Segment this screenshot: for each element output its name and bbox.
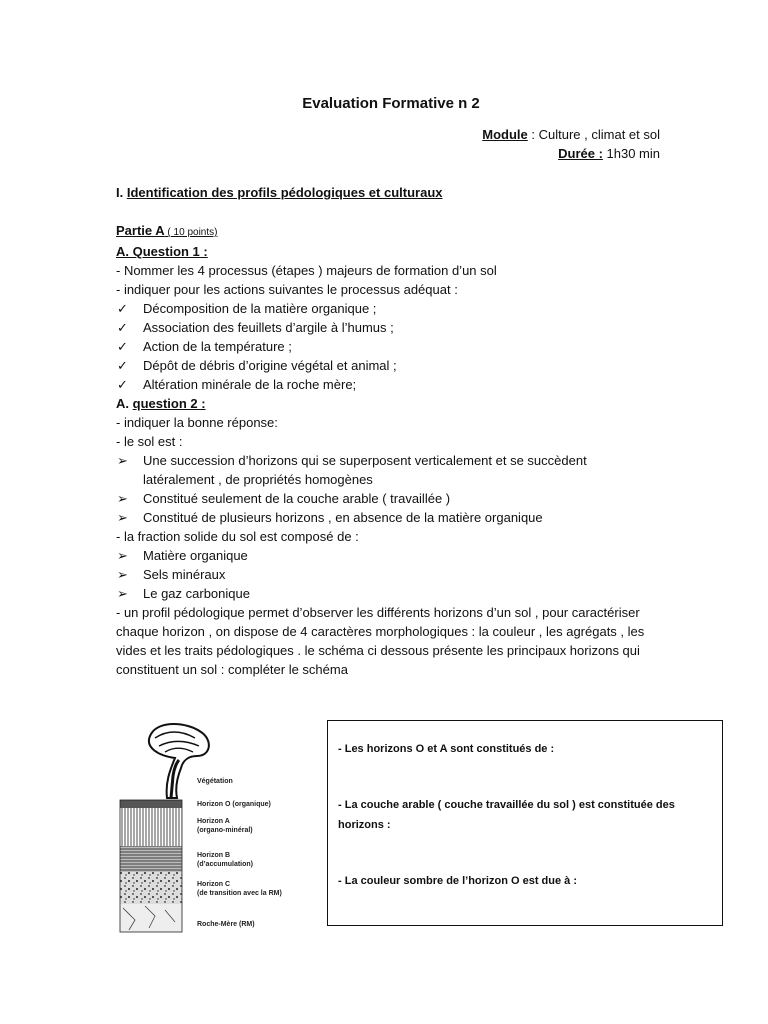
check-mark-icon: ✓ [117, 301, 128, 316]
schema-label-horizon-b: Horizon B [197, 852, 231, 859]
schema-label-horizon-o: Horizon O (organique) [197, 801, 271, 808]
duree-line [558, 146, 660, 161]
arrow-bullet-icon: ➢ [117, 548, 128, 563]
module-value: : Culture , climat et sol [527, 127, 660, 142]
checklist-item: ✓ Association des feuillets d’argile à l’humus ; [117, 320, 394, 335]
schema-label-horizon-a: Horizon A [197, 818, 230, 825]
check-mark-icon: ✓ [117, 377, 128, 392]
question-1-line: - Nommer les 4 processus (étapes ) majeurs de formation d’un sol [116, 263, 497, 278]
question-2-line: - indiquer la bonne réponse: [116, 415, 278, 430]
section-heading [116, 183, 676, 202]
arrow-bullet-icon: ➢ [117, 491, 128, 506]
box-question: - La couleur sombre de l’horizon O est due à : [338, 875, 577, 887]
schema-sublabel-horizon-b: (d’accumulation) [197, 861, 254, 868]
soil-profile-schema [115, 716, 295, 934]
partie-heading [116, 221, 676, 242]
arrow-list-item: ➢ Une succession d’horizons qui se superposent verticalement et se succèdent latéralement , de propriétés homogènes [117, 453, 587, 487]
check-mark-icon: ✓ [117, 358, 128, 373]
answer-box [327, 720, 723, 926]
section-title: Identification des profils pédologiques et culturaux [126, 185, 443, 200]
arrow-bullet-icon: ➢ [117, 567, 128, 582]
horizon-o-band [120, 800, 182, 808]
check-mark-icon: ✓ [117, 339, 128, 354]
question-2-line: - la fraction solide du sol est composé de : [116, 529, 359, 544]
schema-sublabel-horizon-c: (de transition avec la RM) [197, 890, 282, 897]
horizon-b-band [120, 846, 182, 872]
profil-paragraph: - un profil pédologique permet d’observer les différents horizons d’un sol , pour caractériser chaque horizon , on dispose de 4 caractères morphologiques : la couleur , les agrégats , les vides et les traits pédologiques . le schéma ci dessous présente les principaux horizons qui constituent un sol : compléter le schéma [116, 605, 645, 677]
tree-icon [149, 724, 209, 798]
duree-value: 1h30 min [602, 146, 660, 161]
arrow-bullet-icon: ➢ [117, 510, 128, 525]
soil-profile-drawing [115, 716, 295, 934]
partie-points: ( 10 points) [164, 227, 218, 238]
schema-sublabel-horizon-a: (organo-minéral) [197, 827, 253, 834]
arrow-bullet-icon: ➢ [117, 586, 128, 601]
module-label: Module [482, 127, 528, 142]
question-2-heading [116, 394, 676, 413]
arrow-list-item: ➢ Sels minéraux [117, 567, 226, 582]
module-line [482, 127, 660, 142]
document-title: Evaluation Formative n 2 [302, 95, 480, 112]
horizon-c-band [120, 872, 182, 904]
question-1-heading: A. Question 1 : [116, 244, 208, 259]
check-mark-icon: ✓ [117, 320, 128, 335]
question-2-line: - le sol est : [116, 434, 183, 449]
section-number: I. [116, 185, 127, 200]
arrow-list-item: ➢ Constitué de plusieurs horizons , en absence de la matière organique [117, 510, 543, 525]
arrow-list-item: ➢ Matière organique [117, 548, 248, 563]
schema-label-horizon-c: Horizon C [197, 881, 231, 888]
arrow-list-item: ➢ Le gaz carbonique [117, 586, 250, 601]
roche-mere-band [120, 904, 182, 932]
box-question: - Les horizons O et A sont constitués de : [338, 743, 555, 755]
horizon-a-band [120, 808, 182, 846]
arrow-list-item: ➢ Constitué seulement de la couche arable ( travaillée ) [117, 491, 451, 506]
partie-label: Partie A [116, 223, 165, 238]
question-2-label: question 2 : [132, 396, 206, 411]
question-1-line: - indiquer pour les actions suivantes le processus adéquat : [116, 282, 458, 297]
exercise-body [116, 221, 676, 679]
checklist-item: ✓ Dépôt de débris d’origine végétal et animal ; [117, 358, 397, 373]
checklist-item: ✓ Action de la température ; [117, 339, 292, 354]
checklist-item: ✓ Altération minérale de la roche mère; [117, 377, 357, 392]
question-2-prefix: A. [116, 396, 133, 411]
checklist-item: ✓ Décomposition de la matière organique ; [117, 301, 377, 316]
box-question: - La couche arable ( couche travaillée du sol ) est constituée des horizons : [338, 799, 675, 831]
schema-label-roche-mere: Roche-Mère (RM) [197, 921, 255, 928]
schema-label-vegetation: Végétation [197, 778, 233, 785]
duree-label: Durée : [558, 146, 603, 161]
arrow-bullet-icon: ➢ [117, 453, 128, 468]
